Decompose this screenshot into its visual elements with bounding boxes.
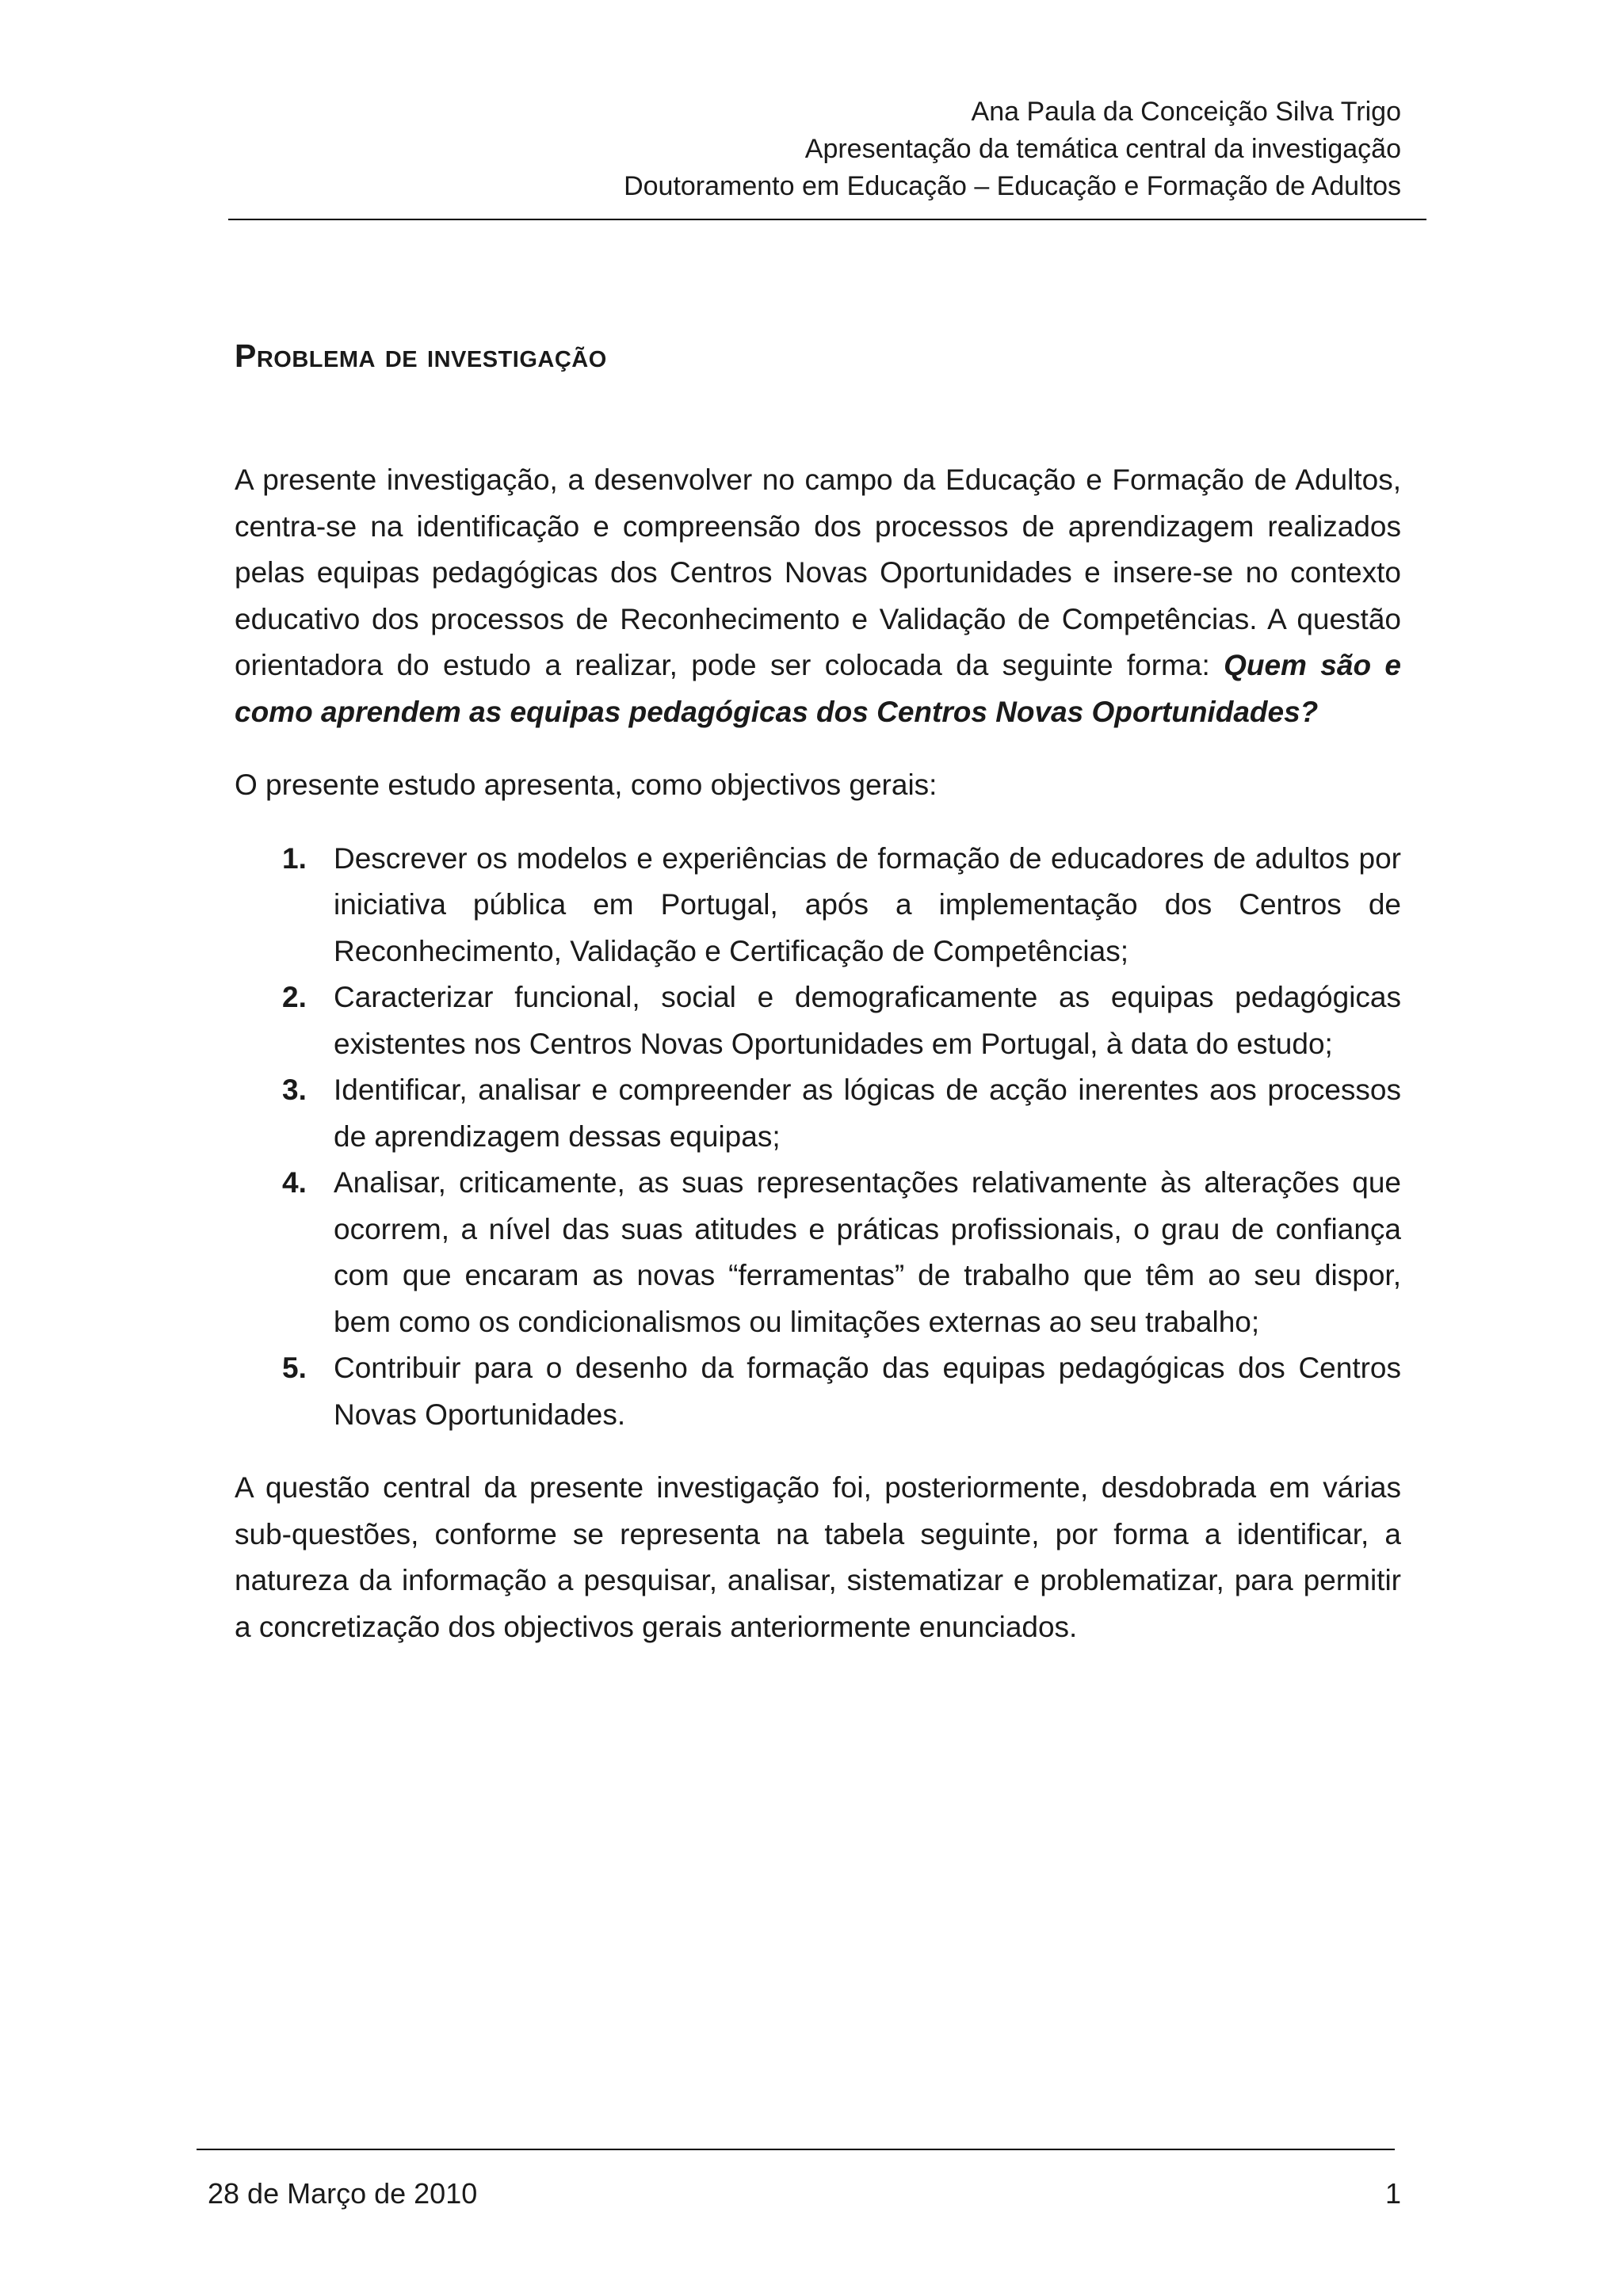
intro-paragraph bbox=[235, 457, 1401, 735]
objectives-intro: O presente estudo apresenta, como objectivos gerais: bbox=[235, 769, 938, 801]
list-item-number: 2. bbox=[282, 981, 307, 1013]
list-item bbox=[235, 1067, 1401, 1160]
list-item bbox=[235, 836, 1401, 975]
list-item-text: Analisar, criticamente, as suas representações relativamente às alterações que ocorrem, a nível das suas atitudes e práticas profissionais, o grau de confiança com que encaram as novas “ferramentas” de trabalho que têm ao seu dispor, bem como os condicionalismos ou limitações externas ao seu trabalho; bbox=[334, 1166, 1401, 1338]
objectives-list bbox=[235, 836, 1401, 1439]
header-divider bbox=[228, 219, 1426, 220]
list-item-number: 1. bbox=[282, 841, 307, 875]
closing-paragraph: A questão central da presente investigação foi, posteriormente, desdobrada em várias sub-questões, conforme se representa na tabela seguinte, por forma a identificar, a natureza da informação a pesquisar, analisar, sistematizar e problematizar, para permitir a concretização dos objectivos gerais anteriormente enunciados. bbox=[235, 1471, 1401, 1643]
intro-text: A presente investigação, a desenvolver no campo da Educação e Formação de Adultos, centra-se na identificação e compreensão dos processos de aprendizagem realizados pelas equipas pedagógicas dos Centros Novas Oportunidades e insere-se no contexto educativo dos processos de Reconhecimento e Validação de Competências. A questão orientadora do estudo a realizar, pode ser colocada da seguinte forma: bbox=[235, 463, 1401, 681]
header-subtitle: Apresentação da temática central da investigação bbox=[804, 134, 1401, 164]
list-item bbox=[235, 1160, 1401, 1345]
list-item-text: Descrever os modelos e experiências de formação de educadores de adultos por iniciativa pública em Portugal, após a implementação dos Centros de Reconhecimento, Validação e Certificação de Competências; bbox=[334, 841, 1401, 967]
list-item-text: Contribuir para o desenho da formação das equipas pedagógicas dos Centros Novas Oportunidades. bbox=[334, 1352, 1401, 1431]
page-number: 1 bbox=[1384, 2177, 1401, 2210]
list-item-number: 4. bbox=[282, 1166, 307, 1199]
list-item-number: 5. bbox=[282, 1352, 307, 1384]
footer-date: 28 de Março de 2010 bbox=[208, 2177, 478, 2210]
list-item bbox=[235, 1345, 1401, 1438]
page-header bbox=[624, 93, 1401, 205]
list-item-number: 3. bbox=[282, 1074, 307, 1106]
list-item-text: Identificar, analisar e compreender as lógicas de acção inerentes aos processos de aprendizagem dessas equipas; bbox=[334, 1074, 1401, 1153]
document-body bbox=[235, 457, 1401, 1677]
footer-divider bbox=[197, 2149, 1395, 2150]
header-program: Doutoramento em Educação – Educação e Formação de Adultos bbox=[624, 171, 1401, 201]
list-item-text: Caracterizar funcional, social e demograficamente as equipas pedagógicas existentes nos Centros Novas Oportunidades em Portugal, à data do estudo; bbox=[334, 981, 1401, 1060]
section-title: Problema de investigação bbox=[235, 338, 607, 374]
list-item bbox=[235, 974, 1401, 1067]
research-question: Quem são e como aprendem as equipas pedagógicas dos Centros Novas Oportunidades? bbox=[235, 649, 1401, 728]
header-author: Ana Paula da Conceição Silva Trigo bbox=[971, 97, 1401, 127]
